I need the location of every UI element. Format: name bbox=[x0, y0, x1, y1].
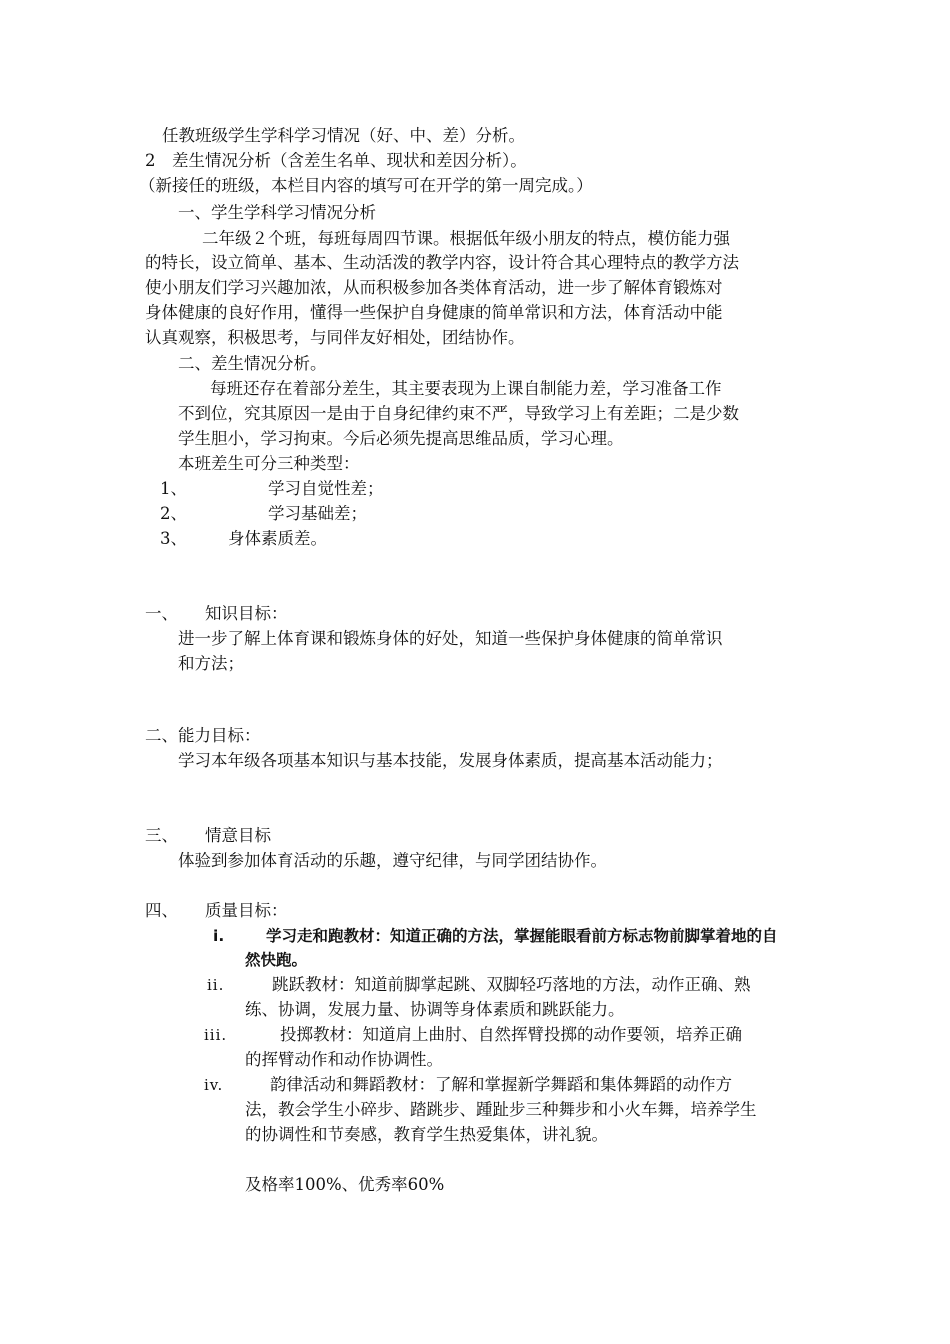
section-1-para-line: 身体健康的良好作用，懂得一些保护自身健康的简单常识和方法，体育活动中能 bbox=[145, 303, 723, 322]
type-text: 学习基础差； bbox=[268, 504, 367, 523]
quality-item-line: 法，教会学生小碎步、踏跳步、踵趾步三种舞步和小火车舞，培养学生 bbox=[245, 1100, 757, 1119]
section-1-heading: 一、学生学科学习情况分析 bbox=[178, 203, 376, 222]
intro-line-1: 任教班级学生学科学习情况（好、中、差）分析。 bbox=[162, 126, 525, 145]
quality-goal-title: 质量目标： bbox=[205, 901, 288, 920]
quality-item-line: 韵律活动和舞蹈教材：了解和掌握新学舞蹈和集体舞蹈的动作方 bbox=[270, 1075, 732, 1094]
ability-goal-text: 学习本年级各项基本知识与基本技能，发展身体素质，提高基本活动能力； bbox=[178, 751, 723, 770]
quality-item-line: 的挥臂动作和动作协调性。 bbox=[245, 1050, 443, 1069]
quality-item-line: 投掷教材：知道肩上曲肘、自然挥臂投掷的动作要领，培养正确 bbox=[280, 1025, 742, 1044]
type-text: 身体素质差。 bbox=[228, 529, 327, 548]
ability-goal-title: 二、能力目标： bbox=[145, 726, 261, 745]
section-2-para-line: 不到位，究其原因一是由于自身纪律约束不严，导致学习上有差距；二是少数 bbox=[178, 404, 739, 423]
type-number: 2、 bbox=[160, 504, 187, 523]
knowledge-goal-title: 知识目标： bbox=[205, 604, 288, 623]
knowledge-goal-text: 和方法； bbox=[178, 654, 244, 673]
quality-item-line: 跳跃教材：知道前脚掌起跳、双脚轻巧落地的方法，动作正确、熟 bbox=[272, 975, 751, 994]
type-number: 3、 bbox=[160, 529, 187, 548]
intro-line-3: （新接任的班级，本栏目内容的填写可在开学的第一周完成。） bbox=[139, 176, 593, 195]
intro-line-2-number: 2 bbox=[145, 151, 156, 170]
emotion-goal-title: 情意目标 bbox=[205, 826, 271, 845]
knowledge-goal-text: 进一步了解上体育课和锻炼身体的好处，知道一些保护身体健康的简单常识 bbox=[178, 629, 723, 648]
quality-item-line: 的协调性和节奏感，教育学生热爱集体，讲礼貌。 bbox=[245, 1125, 608, 1144]
quality-goal-number: 四、 bbox=[145, 901, 178, 920]
quality-item-line: 练、协调，发展力量、协调等身体素质和跳跃能力。 bbox=[245, 1000, 625, 1019]
type-text: 学习自觉性差； bbox=[268, 479, 384, 498]
section-1-para-line: 使小朋友们学习兴趣加浓，从而积极参加各类体育活动，进一步了解体育锻炼对 bbox=[145, 278, 723, 297]
quality-item-line: 学习走和跑教材：知道正确的方法，掌握能眼看前方标志物前脚掌着地的自 bbox=[266, 927, 778, 945]
section-1-para-line: 认真观察，积极思考，与同伴友好相处，团结协作。 bbox=[145, 328, 525, 347]
section-2-para-line: 每班还存在着部分差生，其主要表现为上课自制能力差，学习准备工作 bbox=[210, 379, 722, 398]
quality-item-number: i. bbox=[213, 927, 225, 945]
type-number: 1、 bbox=[160, 479, 187, 498]
quality-item-number: iv. bbox=[204, 1076, 224, 1094]
types-intro: 本班差生可分三种类型： bbox=[178, 454, 360, 473]
pass-rate-text: 及格率100%、优秀率60% bbox=[245, 1175, 445, 1194]
intro-line-2: 差生情况分析（含差生名单、现状和差因分析）。 bbox=[172, 151, 527, 170]
emotion-goal-number: 三、 bbox=[145, 826, 178, 845]
knowledge-goal-number: 一、 bbox=[145, 604, 178, 623]
quality-item-line: 然快跑。 bbox=[245, 951, 308, 969]
quality-item-number: iii. bbox=[204, 1026, 228, 1044]
section-1-para-line: 二年级２个班，每班每周四节课。根据低年级小朋友的特点，模仿能力强 bbox=[202, 229, 730, 248]
section-2-para-line: 学生胆小，学习拘束。今后必须先提高思维品质，学习心理。 bbox=[178, 429, 624, 448]
quality-item-number: ii. bbox=[207, 976, 225, 994]
section-1-para-line: 的特长，设立简单、基本、生动活泼的教学内容，设计符合其心理特点的教学方法 bbox=[145, 253, 739, 272]
emotion-goal-text: 体验到参加体育活动的乐趣，遵守纪律，与同学团结协作。 bbox=[178, 851, 607, 870]
section-2-heading: 二、差生情况分析。 bbox=[178, 354, 327, 373]
